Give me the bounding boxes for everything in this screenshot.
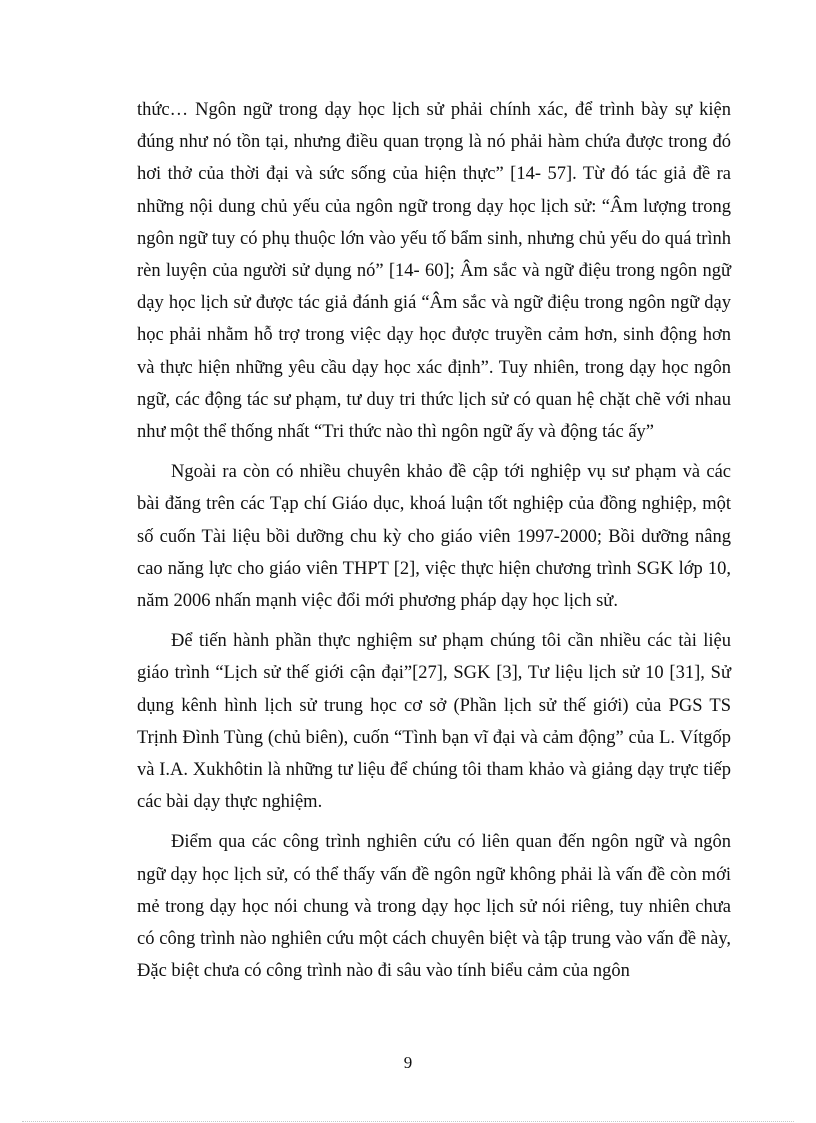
paragraph-continued: thức… Ngôn ngữ trong dạy học lịch sử phải chính xác, để trình bày sự kiện đúng như nó tồn tại, nhưng điều quan trọng là nó phải hàm chứa được trong đó hơi thở của thời đại và sức sống của hiện thực” [14- 57]. Từ đó tác giả đề ra những nội dung chủ yếu của ngôn ngữ trong dạy học lịch sử: “Âm lượng trong ngôn ngữ tuy có phụ thuộc lớn vào yếu tố bẩm sinh, nhưng chủ yếu do quá trình rèn luyện của người sử dụng nó” [14- 60]; Âm sắc và ngữ điệu trong ngôn ngữ dạy học lịch sử được tác giả đánh giá “Âm sắc và ngữ điệu trong ngôn ngữ dạy học phải nhằm hỗ trợ trong việc dạy học được truyền cảm hơn, sinh động hơn và thực hiện những yêu cầu dạy học xác định”. Tuy nhiên, trong dạy học ngôn ngữ, các động tác sư phạm, tư duy tri thức lịch sử có quan hệ chặt chẽ với nhau như một thể thống nhất “Tri thức nào thì ngôn ngữ ấy và động tác ấy” — [137, 100, 732, 443]
paragraph: Điểm qua các công trình nghiên cứu có liên quan đến ngôn ngữ và ngôn ngữ dạy học lịch sử, có thể thấy vấn đề ngôn ngữ không phải là vấn đề còn mới mẻ trong dạy học nói chung và trong dạy học lịch sử nói riêng, tuy nhiên chưa có công trình nào nghiên cứu một cách chuyên biệt và tập trung vào vấn đề này, Đặc biệt chưa có công trình nào đi sâu vào tính biểu cảm của ngôn — [137, 832, 731, 982]
paragraph: Để tiến hành phần thực nghiệm sư phạm chúng tôi cần nhiều các tài liệu giáo trình “Lịch sử thế giới cận đại”[27], SGK [3], Tư liệu lịch sử 10 [31], Sử dụng kênh hình lịch sử trung học cơ sở (Phần lịch sử thế giới) của PGS TS Trịnh Đình Tùng (chủ biên), cuốn “Tình bạn vĩ đại và cảm động” của L. Vítgốp và I.A. Xukhôtin là những tư liệu để chúng tôi tham khảo và giảng dạy trực tiếp các bài dạy thực nghiệm. — [137, 631, 731, 813]
body-text — [137, 94, 731, 987]
paragraph: Ngoài ra còn có nhiều chuyên khảo đề cập tới nghiệp vụ sư phạm và các bài đăng trên các Tạp chí Giáo dục, khoá luận tốt nghiệp của đồng nghiệp, một số cuốn Tài liệu bồi dưỡng chu kỳ cho giáo viên 1997-2000; Bồi dưỡng nâng cao năng lực cho giáo viên THPT [2], việc thực hiện chương trình SGK lớp 10, năm 2006 nhấn mạnh việc đổi mới phương pháp dạy học lịch sử. — [137, 462, 731, 612]
page-bottom-divider — [22, 1121, 794, 1122]
page-number: 9 — [403, 1053, 413, 1072]
